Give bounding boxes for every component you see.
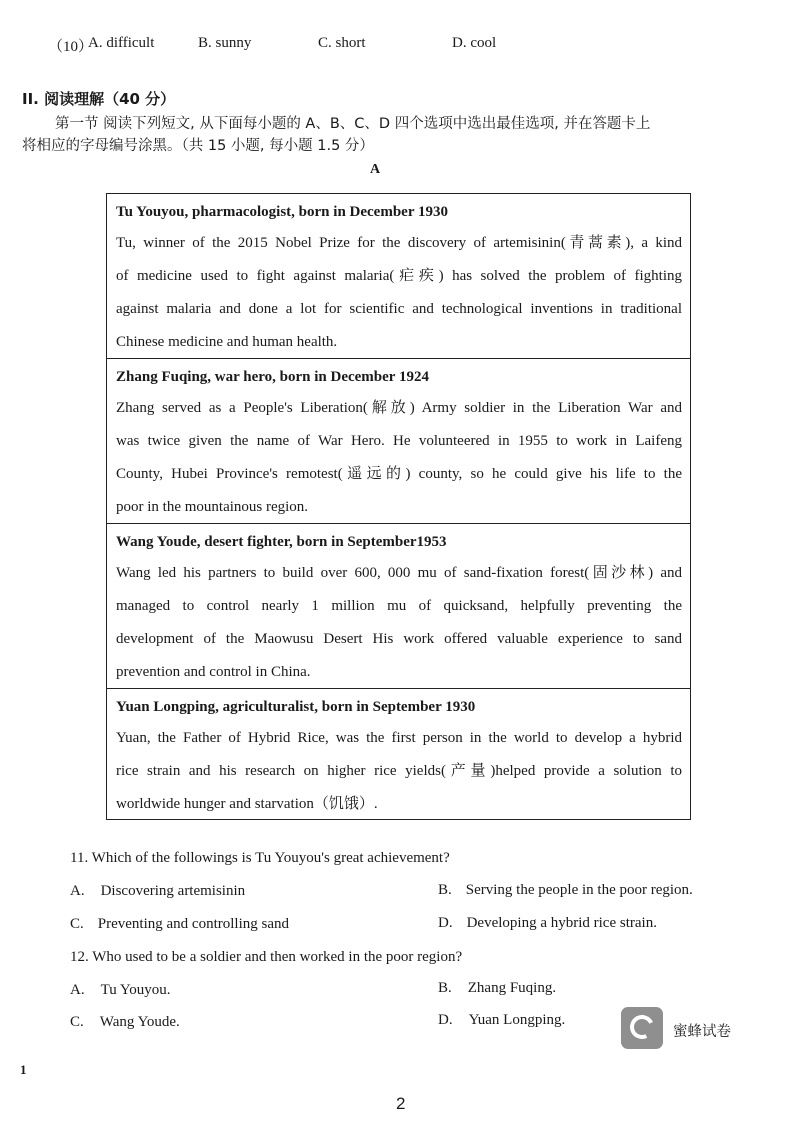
- entry-title: Zhang Fuqing, war hero, born in December 1924: [116, 369, 429, 385]
- watermark-text: 蜜蜂试卷: [673, 1024, 731, 1040]
- margin-mark: 1: [20, 1062, 27, 1077]
- entry-line: County, Hubei Province's remotest(遥远的) county, so he could give his life to the: [116, 466, 682, 482]
- entry-line: Tu, winner of the 2015 Nobel Prize for the discovery of artemisinin(青蒿素), a kind: [116, 235, 682, 251]
- option-letter: B.: [438, 882, 452, 898]
- entry-line: managed to control nearly 1 million mu of quicksand, helpfully preventing the: [116, 598, 682, 614]
- entry-line: Chinese medicine and human health.: [116, 334, 338, 350]
- option-letter: D.: [438, 1012, 453, 1028]
- entry-line: Wang led his partners to build over 600, 000 mu of sand-fixation forest(固沙林) and: [116, 565, 682, 581]
- entry-line: against malaria and done a lot for scientific and technological inventions in traditional: [116, 301, 682, 317]
- passage-entry-tu-youyou: [107, 194, 690, 359]
- option-d: D. cool: [452, 35, 497, 51]
- entry-title: Yuan Longping, agriculturalist, born in September 1930: [116, 699, 476, 715]
- passage-entry-yuan-longping: [107, 689, 690, 819]
- option-letter: A.: [70, 883, 85, 899]
- entry-line: was twice given the name of War Hero. He volunteered in 1955 to work in Laifeng: [116, 433, 682, 449]
- option-letter: A.: [70, 982, 85, 998]
- entry-line: prevention and control in China.: [116, 664, 311, 680]
- entry-title: Tu Youyou, pharmacologist, born in December 1930: [116, 204, 448, 220]
- q12-option-a: [70, 982, 171, 999]
- option-text: Wang Youde.: [99, 1014, 180, 1030]
- question-10-number: （10）: [48, 39, 94, 55]
- entry-line: Yuan, the Father of Hybrid Rice, was the first person in the world to develop a hybrid: [116, 730, 682, 746]
- entry-line: worldwide hunger and starvation（饥饿）.: [116, 796, 378, 812]
- q11-option-b: [438, 882, 693, 899]
- passage-label: A: [370, 162, 381, 177]
- passage-table: [106, 193, 691, 820]
- section-heading: II. 阅读理解（40 分）: [22, 90, 176, 108]
- option-text: Developing a hybrid rice strain.: [466, 915, 657, 931]
- entry-line: poor in the mountainous region.: [116, 499, 309, 515]
- q11-option-d: [438, 915, 657, 932]
- watermark-logo-icon: [621, 1007, 663, 1049]
- q12-option-d: [438, 1012, 565, 1029]
- option-text: Discovering artemisinin: [100, 883, 246, 899]
- option-text: Preventing and controlling sand: [97, 916, 289, 932]
- question-12-stem: 12. Who used to be a soldier and then worked in the poor region?: [70, 949, 463, 965]
- instruction-line-1: 第一节 阅读下列短文, 从下面每小题的 A、B、C、D 四个选项中选出最佳选项, 并在答题卡上: [55, 116, 651, 132]
- question-11-stem: 11. Which of the followings is Tu Youyou's great achievement?: [70, 850, 450, 866]
- option-c: C. short: [318, 35, 366, 51]
- q12-option-c: [70, 1014, 180, 1031]
- option-text: Yuan Longping.: [468, 1012, 566, 1028]
- option-letter: C.: [70, 1014, 84, 1030]
- instruction-line-2: 将相应的字母编号涂黑。（共 15 小题, 每小题 1.5 分）: [22, 138, 374, 154]
- option-b: B. sunny: [198, 35, 252, 51]
- option-letter: D.: [438, 915, 453, 931]
- option-letter: C.: [70, 916, 84, 932]
- passage-entry-wang-youde: [107, 524, 690, 689]
- q12-option-b: [438, 980, 556, 997]
- option-text: Serving the people in the poor region.: [465, 882, 693, 898]
- entry-line: Zhang served as a People's Liberation(解放) Army soldier in the Liberation War and: [116, 400, 682, 416]
- passage-entry-zhang-fuqing: [107, 359, 690, 524]
- entry-line: development of the Maowusu Desert His work offered valuable experience to sand: [116, 631, 682, 647]
- option-a: A. difficult: [88, 35, 155, 51]
- entry-title: Wang Youde, desert fighter, born in September1953: [116, 534, 447, 550]
- option-text: Tu Youyou.: [100, 982, 171, 998]
- entry-line: rice strain and his research on higher rice yields(产量)helped provide a solution to: [116, 763, 682, 779]
- option-text: Zhang Fuqing.: [467, 980, 557, 996]
- entry-line: of medicine used to fight against malaria(疟疾) has solved the problem of fighting: [116, 268, 682, 284]
- page-number: 2: [396, 1094, 406, 1113]
- q11-option-a: [70, 883, 245, 900]
- q11-option-c: [70, 916, 289, 933]
- option-letter: B.: [438, 980, 452, 996]
